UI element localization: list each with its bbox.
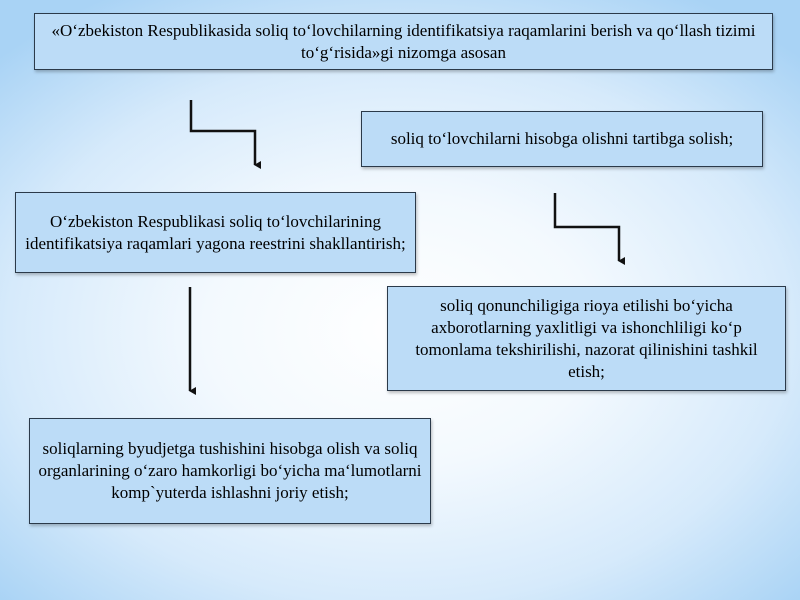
node-budget-accounting [29,418,431,524]
node-regulation-basis [34,13,773,70]
node-compliance-control [387,286,786,391]
node-taxpayer-registration [361,111,763,167]
node-registry-formation [15,192,416,273]
node-budget-accounting-text: soliqlarning byudjetga tushishini hisobga olish va soliq organlarining o‘zaro hamkorligi bo‘yicha ma‘lumotlarni komp`yuterda ishlashni joriy etish; [38,439,422,502]
elbow-arrow-top-to-left1 [191,100,255,165]
node-registry-formation-text: O‘zbekiston Respublikasi soliq to‘lovchilarining identifikatsiya raqamlari yagona reestrini shakllantirish; [25,211,406,253]
node-compliance-control-text: soliq qonunchiligiga rioya etilishi bo‘yicha axborotlarning yaxlitligi va ishonchliligi ko‘p tomonlama tekshirilishi, nazorat qilinishini tashkil etish; [415,295,758,381]
node-regulation-basis-text: «O‘zbekiston Respublikasida soliq to‘lovchilarning identifikatsiya raqamlarini berish va qo‘llash tizimi to‘g‘risida»gi nizomga asosan [51,20,756,62]
elbow-arrow-right1-to-right2 [555,193,619,261]
node-taxpayer-registration-text: soliq to‘lovchilarni hisobga olishni tartibga solish; [390,129,734,148]
